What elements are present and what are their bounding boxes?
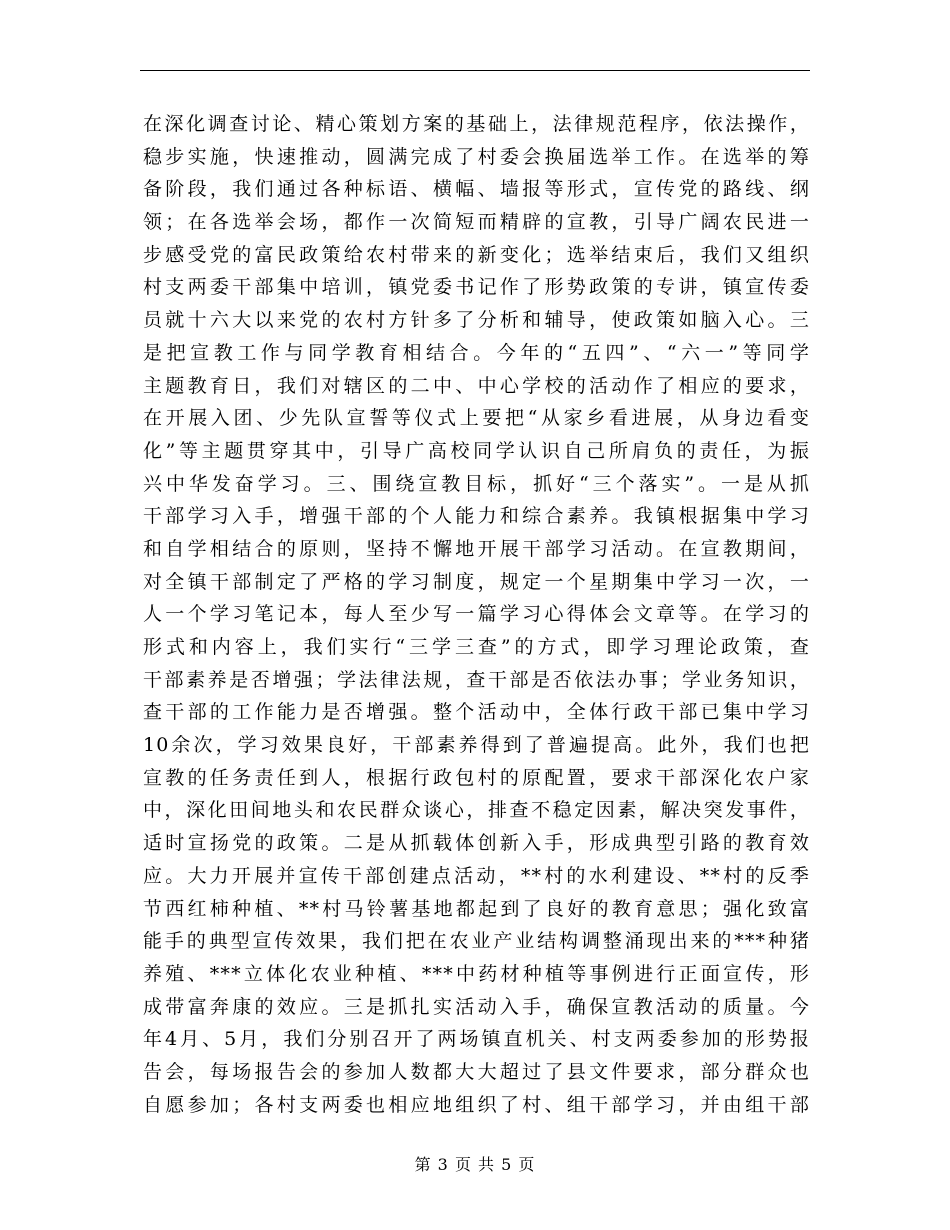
text-line: 成带富奔康的效应。三是抓扎实活动入手，确保宣教活动的质量。今 <box>143 995 810 1018</box>
text-line: 适时宣扬党的政策。二是从抓载体创新入手，形成典型引路的教育效 <box>143 832 810 855</box>
text-line: 形式和内容上，我们实行“三学三查”的方式，即学习理论政策，查 <box>143 636 810 658</box>
text-line: 能手的典型宣传效果，我们把在农业产业结构调整涌现出来的***种猪 <box>143 930 810 953</box>
text-line: 领；在各选举会场，都作一次简短而精辟的宣教，引导广阔农民进一 <box>143 211 810 234</box>
text-line: 养殖、***立体化农业种植、***中药材种植等事例进行正面宣传，形 <box>143 962 810 985</box>
text-line: 告会，每场报告会的参加人数都大大超过了县文件要求，部分群众也 <box>143 1060 810 1083</box>
text-line: 员就十六大以来党的农村方针多了分析和辅导，使政策如脑入心。三 <box>143 309 810 332</box>
text-line: 备阶段，我们通过各种标语、横幅、墙报等形式，宣传党的路线、纲 <box>143 178 810 201</box>
header-rule <box>140 70 810 71</box>
text-line: 和自学相结合的原则，坚持不懈地开展干部学习活动。在宣教期间， <box>143 537 810 560</box>
text-line: 主题教育日，我们对辖区的二中、中心学校的活动作了相应的要求， <box>143 374 810 397</box>
text-line: 在开展入团、少先队宣誓等仪式上要把“从家乡看进展，从身边看变 <box>143 407 810 430</box>
text-line: 步感受党的富民政策给农村带来的新变化；选举结束后，我们又组织 <box>143 243 810 266</box>
text-line: 查干部的工作能力是否增强。整个活动中，全体行政干部已集中学习 <box>143 701 810 724</box>
body-text <box>143 108 810 1121</box>
text-line: 干部学习入手，增强干部的个人能力和综合素养。我镇根据集中学习 <box>143 505 810 528</box>
text-line: 兴中华发奋学习。三、围绕宣教目标，抓好“三个落实”。一是从抓 <box>143 472 810 495</box>
text-line: 自愿参加；各村支两委也相应地组织了村、组干部学习，并由组干部 <box>143 1093 810 1116</box>
text-line: 节西红柿种植、**村马铃薯基地都起到了良好的教育意思；强化致富 <box>143 897 810 920</box>
text-line: 人一个学习笔记本，每人至少写一篇学习心得体会文章等。在学习的 <box>143 603 810 626</box>
text-line: 中，深化田间地头和农民群众谈心，排查不稳定因素，解决突发事件， <box>143 799 810 822</box>
page-footer: 第 3 页 共 5 页 <box>414 1155 536 1174</box>
text-line: 干部素养是否增强；学法律法规，查干部是否依法办事；学业务知识， <box>143 668 810 691</box>
text-line: 是把宣教工作与同学教育相结合。今年的“五四”、“六一”等同学 <box>143 341 810 364</box>
text-line: 对全镇干部制定了严格的学习制度，规定一个星期集中学习一次，一 <box>143 570 810 593</box>
text-line: 化”等主题贯穿其中，引导广高校同学认识自己所肩负的责任，为振 <box>143 439 810 462</box>
text-line: 稳步实施，快速推动，圆满完成了村委会换届选举工作。在选举的筹 <box>143 145 810 168</box>
text-line: 村支两委干部集中培训，镇党委书记作了形势政策的专讲，镇宣传委 <box>143 276 810 299</box>
text-line: 在深化调查讨论、精心策划方案的基础上，法律规范程序，依法操作， <box>143 113 810 135</box>
text-line: 10余次，学习效果良好，干部素养得到了普遍提高。此外，我们也把 <box>143 734 810 757</box>
text-line: 年4月、5月，我们分别召开了两场镇直机关、村支两委参加的形势报 <box>143 1028 810 1051</box>
text-line: 应。大力开展并宣传干部创建点活动，**村的水利建设、**村的反季 <box>143 864 810 887</box>
text-line: 宣教的任务责任到人，根据行政包村的原配置，要求干部深化农户家 <box>143 766 810 789</box>
